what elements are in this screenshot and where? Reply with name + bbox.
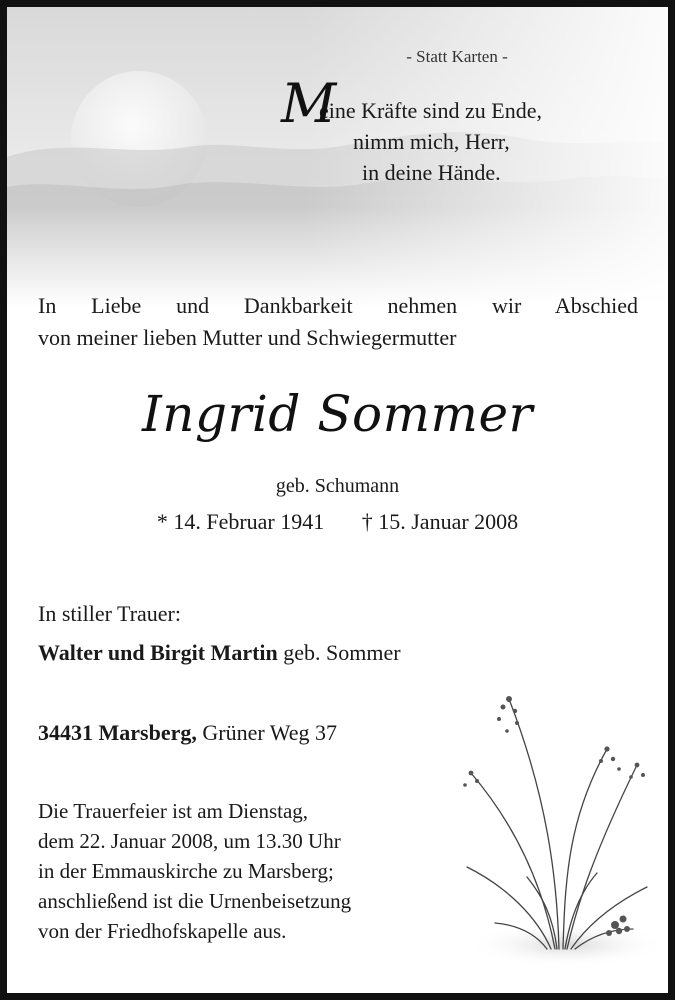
ceremony-info bbox=[38, 796, 458, 946]
deceased-name: Ingrid Sommer bbox=[142, 385, 533, 443]
intro-line-1: In Liebe und Dankbarkeit nehmen wir Abschied bbox=[38, 293, 638, 318]
verse-line-3: in deine Hände. bbox=[362, 160, 501, 186]
verse-dropcap: M bbox=[281, 72, 337, 135]
statt-karten-note: - Statt Karten - bbox=[406, 47, 508, 66]
mourners-label: In stiller Trauer: bbox=[38, 601, 181, 626]
birth-date: * 14. Februar 1941 bbox=[156, 509, 325, 534]
address-street: Grüner Weg 37 bbox=[202, 720, 338, 745]
ceremony-line: anschließend ist die Urnenbeisetzung bbox=[38, 889, 352, 914]
verse-line-2: nimm mich, Herr, bbox=[353, 129, 510, 155]
address bbox=[38, 720, 337, 746]
death-date: † 15. Januar 2008 bbox=[361, 509, 519, 534]
ceremony-line: dem 22. Januar 2008, um 13.30 Uhr bbox=[38, 829, 341, 854]
mourners-names-bold: Walter und Birgit Martin bbox=[38, 640, 278, 665]
intro-text bbox=[38, 290, 638, 354]
intro-line-2: von meiner lieben Mutter und Schwiegermutter bbox=[38, 324, 457, 350]
ceremony-line: von der Friedhofskapelle aus. bbox=[38, 919, 287, 944]
mourners-names bbox=[38, 640, 401, 666]
mourners-suffix: geb. Sommer bbox=[283, 640, 401, 665]
ceremony-line: in der Emmauskirche zu Marsberg; bbox=[38, 859, 334, 884]
life-dates bbox=[7, 509, 668, 535]
verse bbox=[277, 72, 622, 189]
grass-illustration bbox=[447, 677, 662, 967]
verse-line-1 bbox=[277, 72, 622, 135]
address-city: 34431 Marsberg, bbox=[38, 720, 197, 745]
maiden-name: geb. Schumann bbox=[275, 475, 400, 497]
verse-line-1-text: eine Kräfte sind zu Ende, bbox=[319, 98, 542, 123]
ceremony-line: Die Trauerfeier ist am Dienstag, bbox=[38, 799, 309, 823]
